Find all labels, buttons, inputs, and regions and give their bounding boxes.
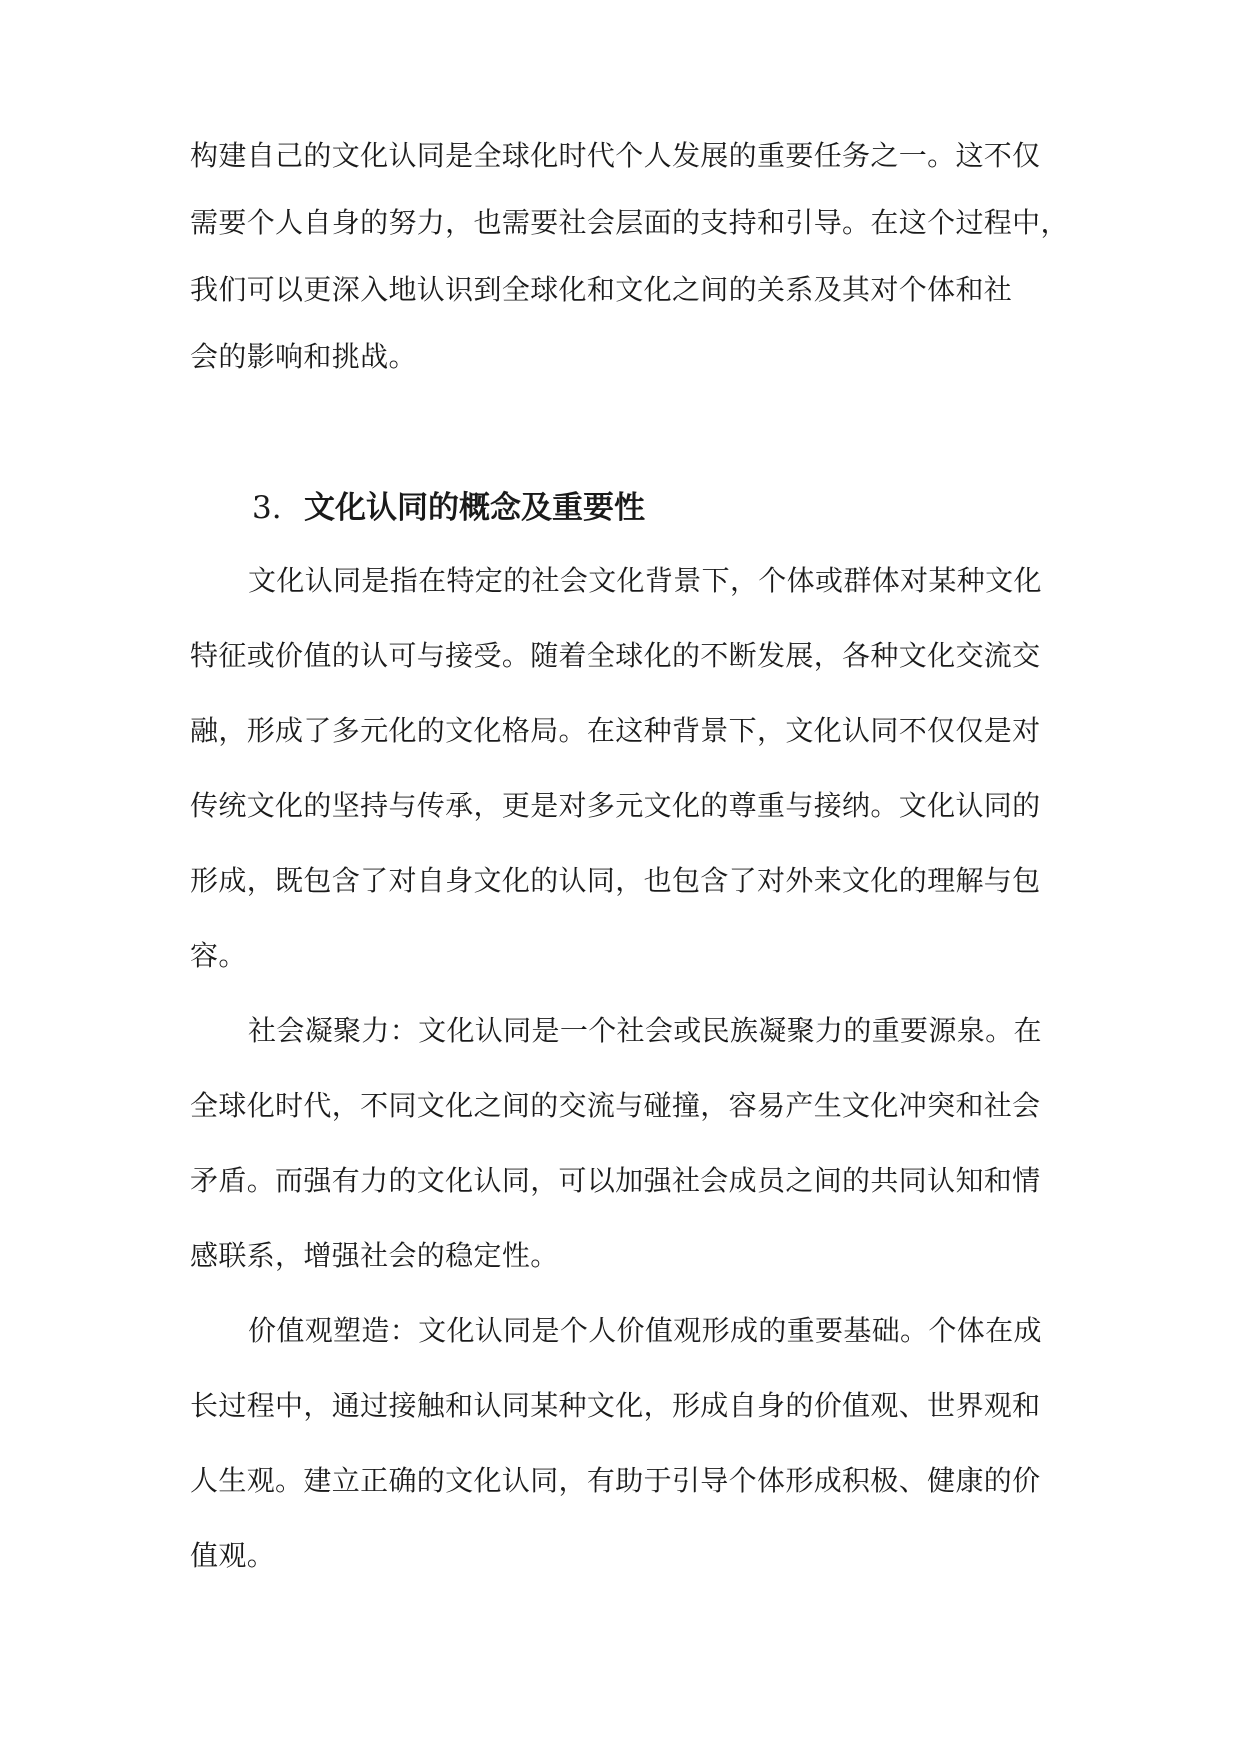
section-title: 文化认同的概念及重要性 [304,490,645,526]
intro-line-1: 构建自己的文化认同是全球化时代个人发展的重要任务之一。这不仅 [190,139,1041,172]
values-line-3: 人生观。建立正确的文化认同，有助于引导个体形成积极、健康的价 [190,1464,1041,1497]
values-line-2: 长过程中，通过接触和认同某种文化，形成自身的价值观、世界观和 [190,1389,1041,1422]
cohesion-line-2: 全球化时代，不同文化之间的交流与碰撞，容易产生文化冲突和社会 [190,1089,1041,1122]
section-heading [252,488,645,528]
section-number: 3. [252,490,282,526]
intro-line-3: 我们可以更深入地认识到全球化和文化之间的关系及其对个体和社 [190,273,1013,306]
definition-line-6: 容。 [190,939,247,972]
values-line-4: 值观。 [190,1539,276,1572]
definition-line-4: 传统文化的坚持与传承，更是对多元文化的尊重与接纳。文化认同的 [190,789,1041,822]
intro-line-4: 会的影响和挑战。 [190,340,417,373]
cohesion-line-4: 感联系，增强社会的稳定性。 [190,1239,559,1272]
definition-line-2: 特征或价值的认可与接受。随着全球化的不断发展，各种文化交流交 [190,639,1041,672]
intro-line-2: 需要个人自身的努力，也需要社会层面的支持和引导。在这个过程中， [190,206,1069,239]
values-line-1: 价值观塑造：文化认同是个人价值观形成的重要基础。个体在成 [248,1314,1042,1347]
definition-line-1: 文化认同是指在特定的社会文化背景下，个体或群体对某种文化 [248,564,1042,597]
cohesion-line-1: 社会凝聚力：文化认同是一个社会或民族凝聚力的重要源泉。在 [248,1014,1042,1047]
definition-line-5: 形成，既包含了对自身文化的认同，也包含了对外来文化的理解与包 [190,864,1041,897]
definition-line-3: 融，形成了多元化的文化格局。在这种背景下，文化认同不仅仅是对 [190,714,1041,747]
cohesion-line-3: 矛盾。而强有力的文化认同，可以加强社会成员之间的共同认知和情 [190,1164,1041,1197]
